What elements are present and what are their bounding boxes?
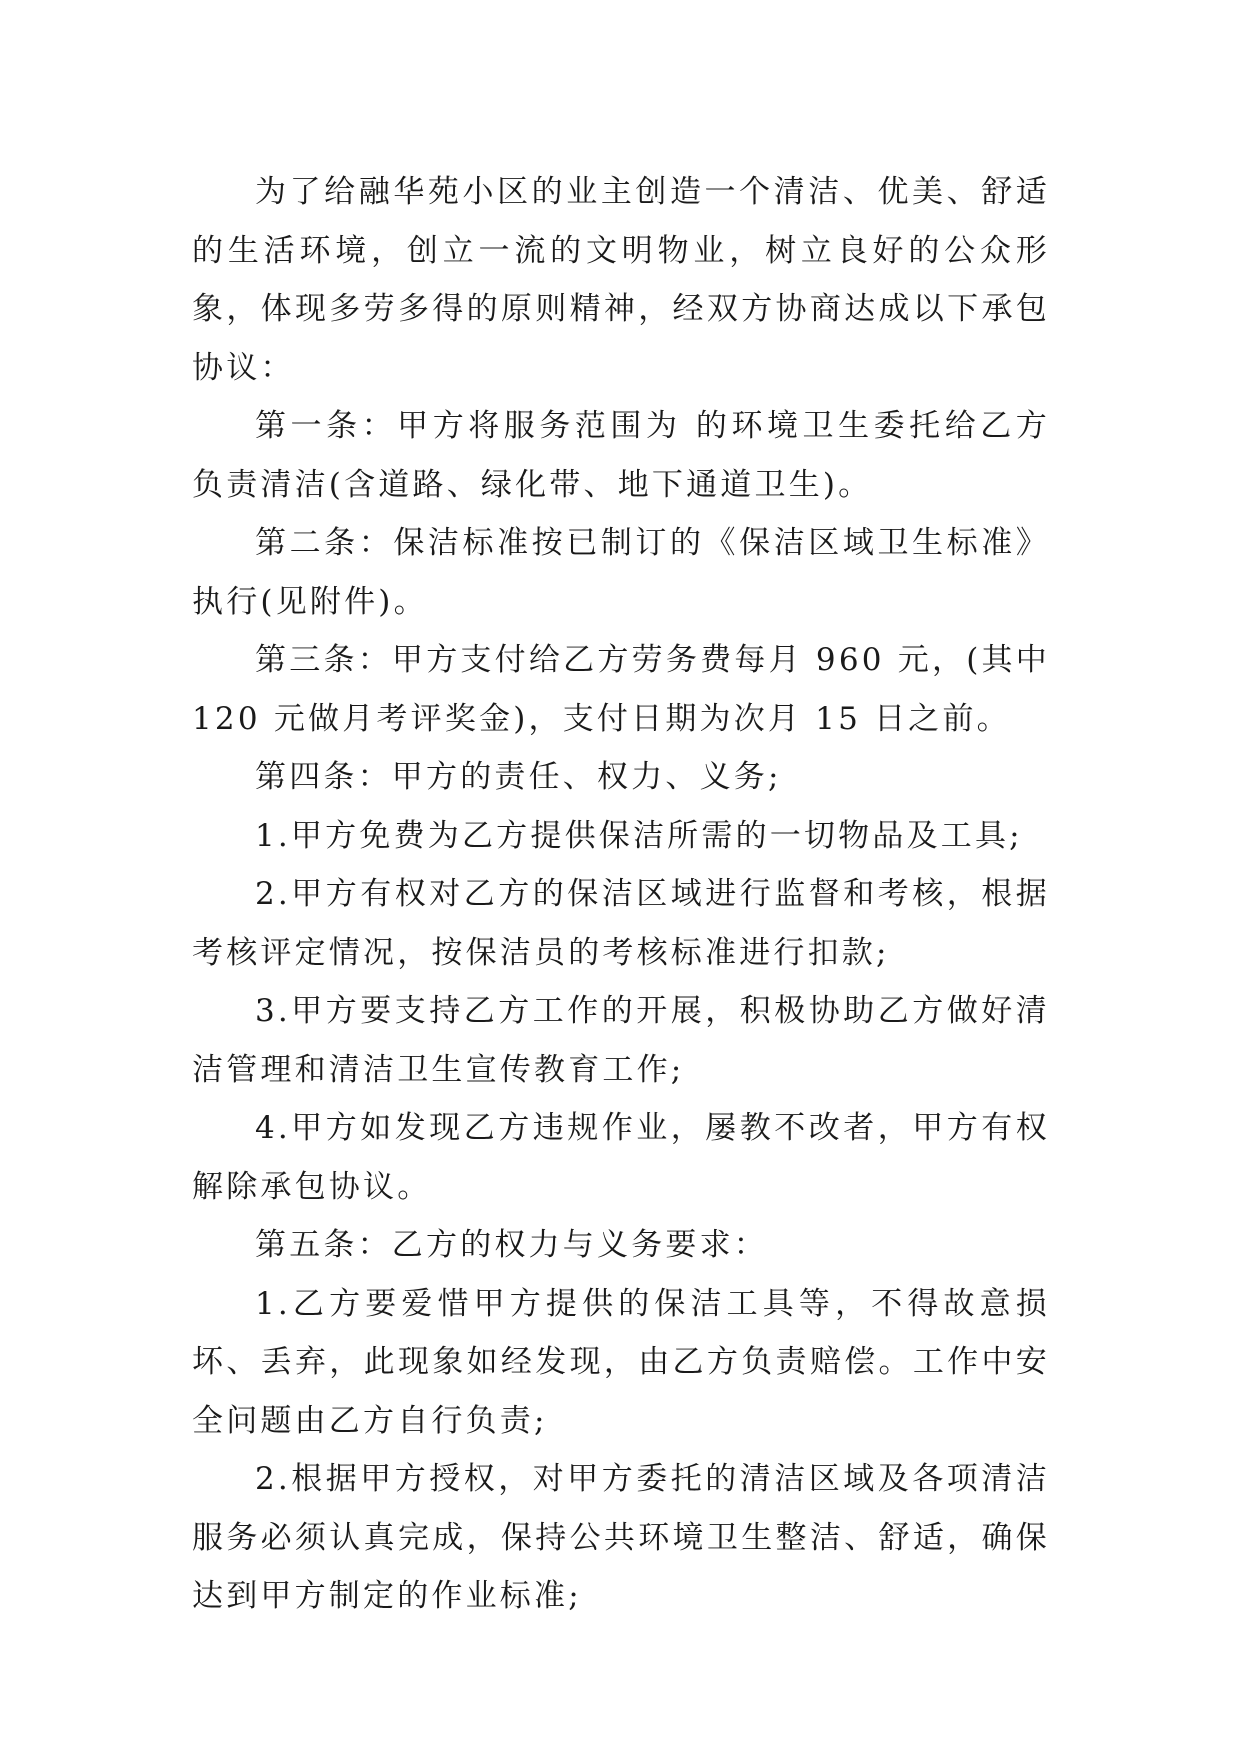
article-3-paragraph: 第三条：甲方支付给乙方劳务费每月 960 元，(其中 120 元做月考评奖金)，支付日期为次月 15 日之前。 xyxy=(192,642,1050,737)
article-4-item-3: 3.甲方要支持乙方工作的开展，积极协助乙方做好清洁管理和清洁卫生宣传教育工作; xyxy=(192,993,1050,1088)
article-5-item-1: 1.乙方要爱惜甲方提供的保洁工具等，不得故意损坏、丢弃，此现象如经发现，由乙方负责赔偿。工作中安全问题由乙方自行负责; xyxy=(192,1285,1050,1439)
article-1-paragraph: 第一条：甲方将服务范围为 的环境卫生委托给乙方负责清洁(含道路、绿化带、地下通道卫生)。 xyxy=(192,408,1050,503)
intro-paragraph: 为了给融华苑小区的业主创造一个清洁、优美、舒适的生活环境，创立一流的文明物业，树立良好的公众形象，体现多劳多得的原则精神，经双方协商达成以下承包协议： xyxy=(192,174,1050,386)
article-4-item-1: 1.甲方免费为乙方提供保洁所需的一切物品及工具; xyxy=(255,817,1023,854)
article-4-item-2: 2.甲方有权对乙方的保洁区域进行监督和考核，根据考核评定情况，按保洁员的考核标准进行扣款; xyxy=(192,876,1050,971)
article-4-heading: 第四条：甲方的责任、权力、义务; xyxy=(255,759,782,795)
article-5-item-2: 2.根据甲方授权，对甲方委托的清洁区域及各项清洁服务必须认真完成，保持公共环境卫生整洁、舒适，确保达到甲方制定的作业标准; xyxy=(192,1461,1050,1614)
document-body xyxy=(192,163,1050,1626)
article-2-paragraph: 第二条：保洁标准按已制订的《保洁区域卫生标准》执行(见附件)。 xyxy=(192,525,1050,620)
article-5-heading: 第五条：乙方的权力与义务要求： xyxy=(255,1227,768,1263)
article-4-item-4: 4.甲方如发现乙方违规作业，屡教不改者，甲方有权解除承包协议。 xyxy=(192,1110,1050,1205)
